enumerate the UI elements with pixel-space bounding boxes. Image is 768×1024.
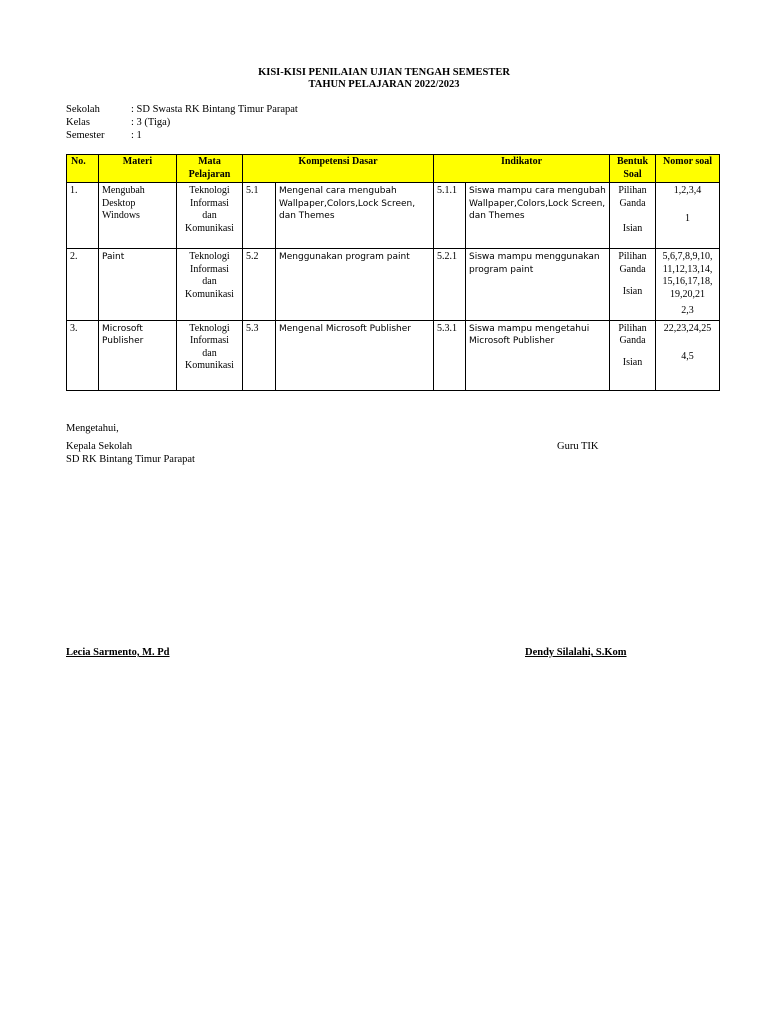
bentuk-line: Pilihan <box>618 185 647 196</box>
cell-indikator-number: 5.2.1 <box>434 249 466 321</box>
header-bentuk-line1: Bentuk <box>616 156 649 167</box>
materi-line: Publisher <box>102 336 144 346</box>
table-row <box>67 183 720 249</box>
table-row <box>67 249 720 321</box>
nomor-pg: 22,23,24,25 <box>663 322 712 334</box>
bentuk-isian: Isian <box>622 286 643 297</box>
cell-kd-text: Menggunakan program paint <box>276 249 434 321</box>
cell-nomor-soal <box>656 183 720 249</box>
cell-mapel <box>177 249 243 321</box>
info-value: : SD Swasta RK Bintang Timur Parapat <box>131 104 298 115</box>
materi-line: Paint <box>102 252 125 262</box>
info-value: : 1 <box>131 130 142 141</box>
cell-no: 2. <box>67 249 99 321</box>
materi-line: Desktop <box>102 197 136 209</box>
header-bentuk-soal <box>610 155 656 183</box>
cell-indikator-text: Siswa mampu mengetahui Microsoft Publisher <box>466 320 610 390</box>
header-mapel-line1: Mata <box>198 156 221 167</box>
mapel-line: dan <box>202 347 217 359</box>
nomor-isian: 4,5 <box>681 351 694 362</box>
info-row-sekolah <box>66 103 298 116</box>
kepala-sekolah-name: Lecia Sarmento, M. Pd <box>66 647 170 658</box>
mapel-line: dan <box>202 210 217 221</box>
document-title: KISI-KISI PENILAIAN UJIAN TENGAH SEMESTER <box>258 67 510 78</box>
info-value: : 3 (Tiga) <box>131 117 171 128</box>
school-info <box>66 103 298 142</box>
mengetahui-label: Mengetahui, <box>66 423 119 434</box>
bentuk-line: Pilihan <box>618 322 647 334</box>
document-subtitle: TAHUN PELAJARAN 2022/2023 <box>308 79 460 90</box>
school-name-label: SD RK Bintang Timur Parapat <box>66 454 195 465</box>
cell-mapel <box>177 320 243 390</box>
table-row <box>67 320 720 390</box>
header-no: No. <box>67 155 99 183</box>
cell-indikator-text: Siswa mampu cara mengubah Wallpaper,Colors,Lock Screen, dan Themes <box>466 183 610 249</box>
header-materi: Materi <box>99 155 177 183</box>
cell-kd-number: 5.1 <box>243 183 276 249</box>
bentuk-line: Ganda <box>619 197 646 209</box>
cell-indikator-number: 5.3.1 <box>434 320 466 390</box>
cell-bentuk-soal <box>610 249 656 321</box>
cell-bentuk-soal <box>610 183 656 249</box>
info-label: Kelas <box>66 117 90 128</box>
nomor-pg: 5,6,7,8,9,10, <box>662 251 713 262</box>
materi-line: Microsoft <box>102 323 143 334</box>
nomor-pg: 19,20,21 <box>670 288 706 300</box>
mapel-line: Teknologi <box>189 322 230 334</box>
info-row-semester <box>66 129 298 142</box>
mapel-line: Teknologi <box>189 251 230 262</box>
mapel-line: Komunikasi <box>185 360 234 371</box>
kepala-sekolah-label: Kepala Sekolah <box>66 441 133 452</box>
mapel-line: Teknologi <box>189 185 230 196</box>
header-mapel-line2: Pelajaran <box>188 168 231 180</box>
cell-indikator-text: Siswa mampu menggunakan program paint <box>466 249 610 321</box>
nomor-isian: 1 <box>685 212 691 224</box>
materi-line: Mengubah <box>102 185 145 196</box>
info-label: Semester <box>66 130 105 141</box>
cell-nomor-soal <box>656 249 720 321</box>
cell-materi <box>99 249 177 321</box>
header-nomor-soal: Nomor soal <box>656 155 720 183</box>
header-indikator: Indikator <box>434 155 610 183</box>
header-kompetensi-dasar: Kompetensi Dasar <box>243 155 434 183</box>
cell-bentuk-soal <box>610 320 656 390</box>
table-header-row <box>67 155 720 183</box>
nomor-isian: 2,3 <box>681 305 694 316</box>
mapel-line: Informasi <box>190 263 229 275</box>
kisi-kisi-table <box>66 154 720 391</box>
nomor-pg: 1,2,3,4 <box>673 185 702 196</box>
cell-kd-text: Mengenal cara mengubah Wallpaper,Colors,Lock Screen, dan Themes <box>276 183 434 249</box>
guru-tik-label: Guru TIK <box>557 441 599 452</box>
cell-kd-number: 5.2 <box>243 249 276 321</box>
mapel-line: Komunikasi <box>185 222 234 234</box>
bentuk-isian: Isian <box>622 356 643 368</box>
cell-kd-text: Mengenal Microsoft Publisher <box>276 320 434 390</box>
cell-mapel <box>177 183 243 249</box>
cell-indikator-number: 5.1.1 <box>434 183 466 249</box>
cell-materi <box>99 320 177 390</box>
nomor-pg: 15,16,17,18, <box>662 276 713 287</box>
mapel-line: dan <box>202 276 217 287</box>
cell-no: 3. <box>67 320 99 390</box>
guru-tik-name: Dendy Silalahi, S.Kom <box>525 647 627 658</box>
bentuk-line: Ganda <box>619 263 646 275</box>
cell-materi <box>99 183 177 249</box>
cell-no: 1. <box>67 183 99 249</box>
cell-kd-number: 5.3 <box>243 320 276 390</box>
header-mapel <box>177 155 243 183</box>
header-bentuk-line2: Soal <box>623 168 642 180</box>
cell-nomor-soal <box>656 320 720 390</box>
nomor-pg: 11,12,13,14, <box>662 263 713 275</box>
info-row-kelas <box>66 116 298 129</box>
mapel-line: Komunikasi <box>185 288 234 300</box>
mapel-line: Informasi <box>190 335 229 346</box>
materi-line: Windows <box>102 210 140 221</box>
bentuk-isian: Isian <box>622 223 643 234</box>
mapel-line: Informasi <box>190 197 229 209</box>
info-label: Sekolah <box>66 104 100 115</box>
bentuk-line: Ganda <box>619 335 646 346</box>
bentuk-line: Pilihan <box>618 251 647 262</box>
